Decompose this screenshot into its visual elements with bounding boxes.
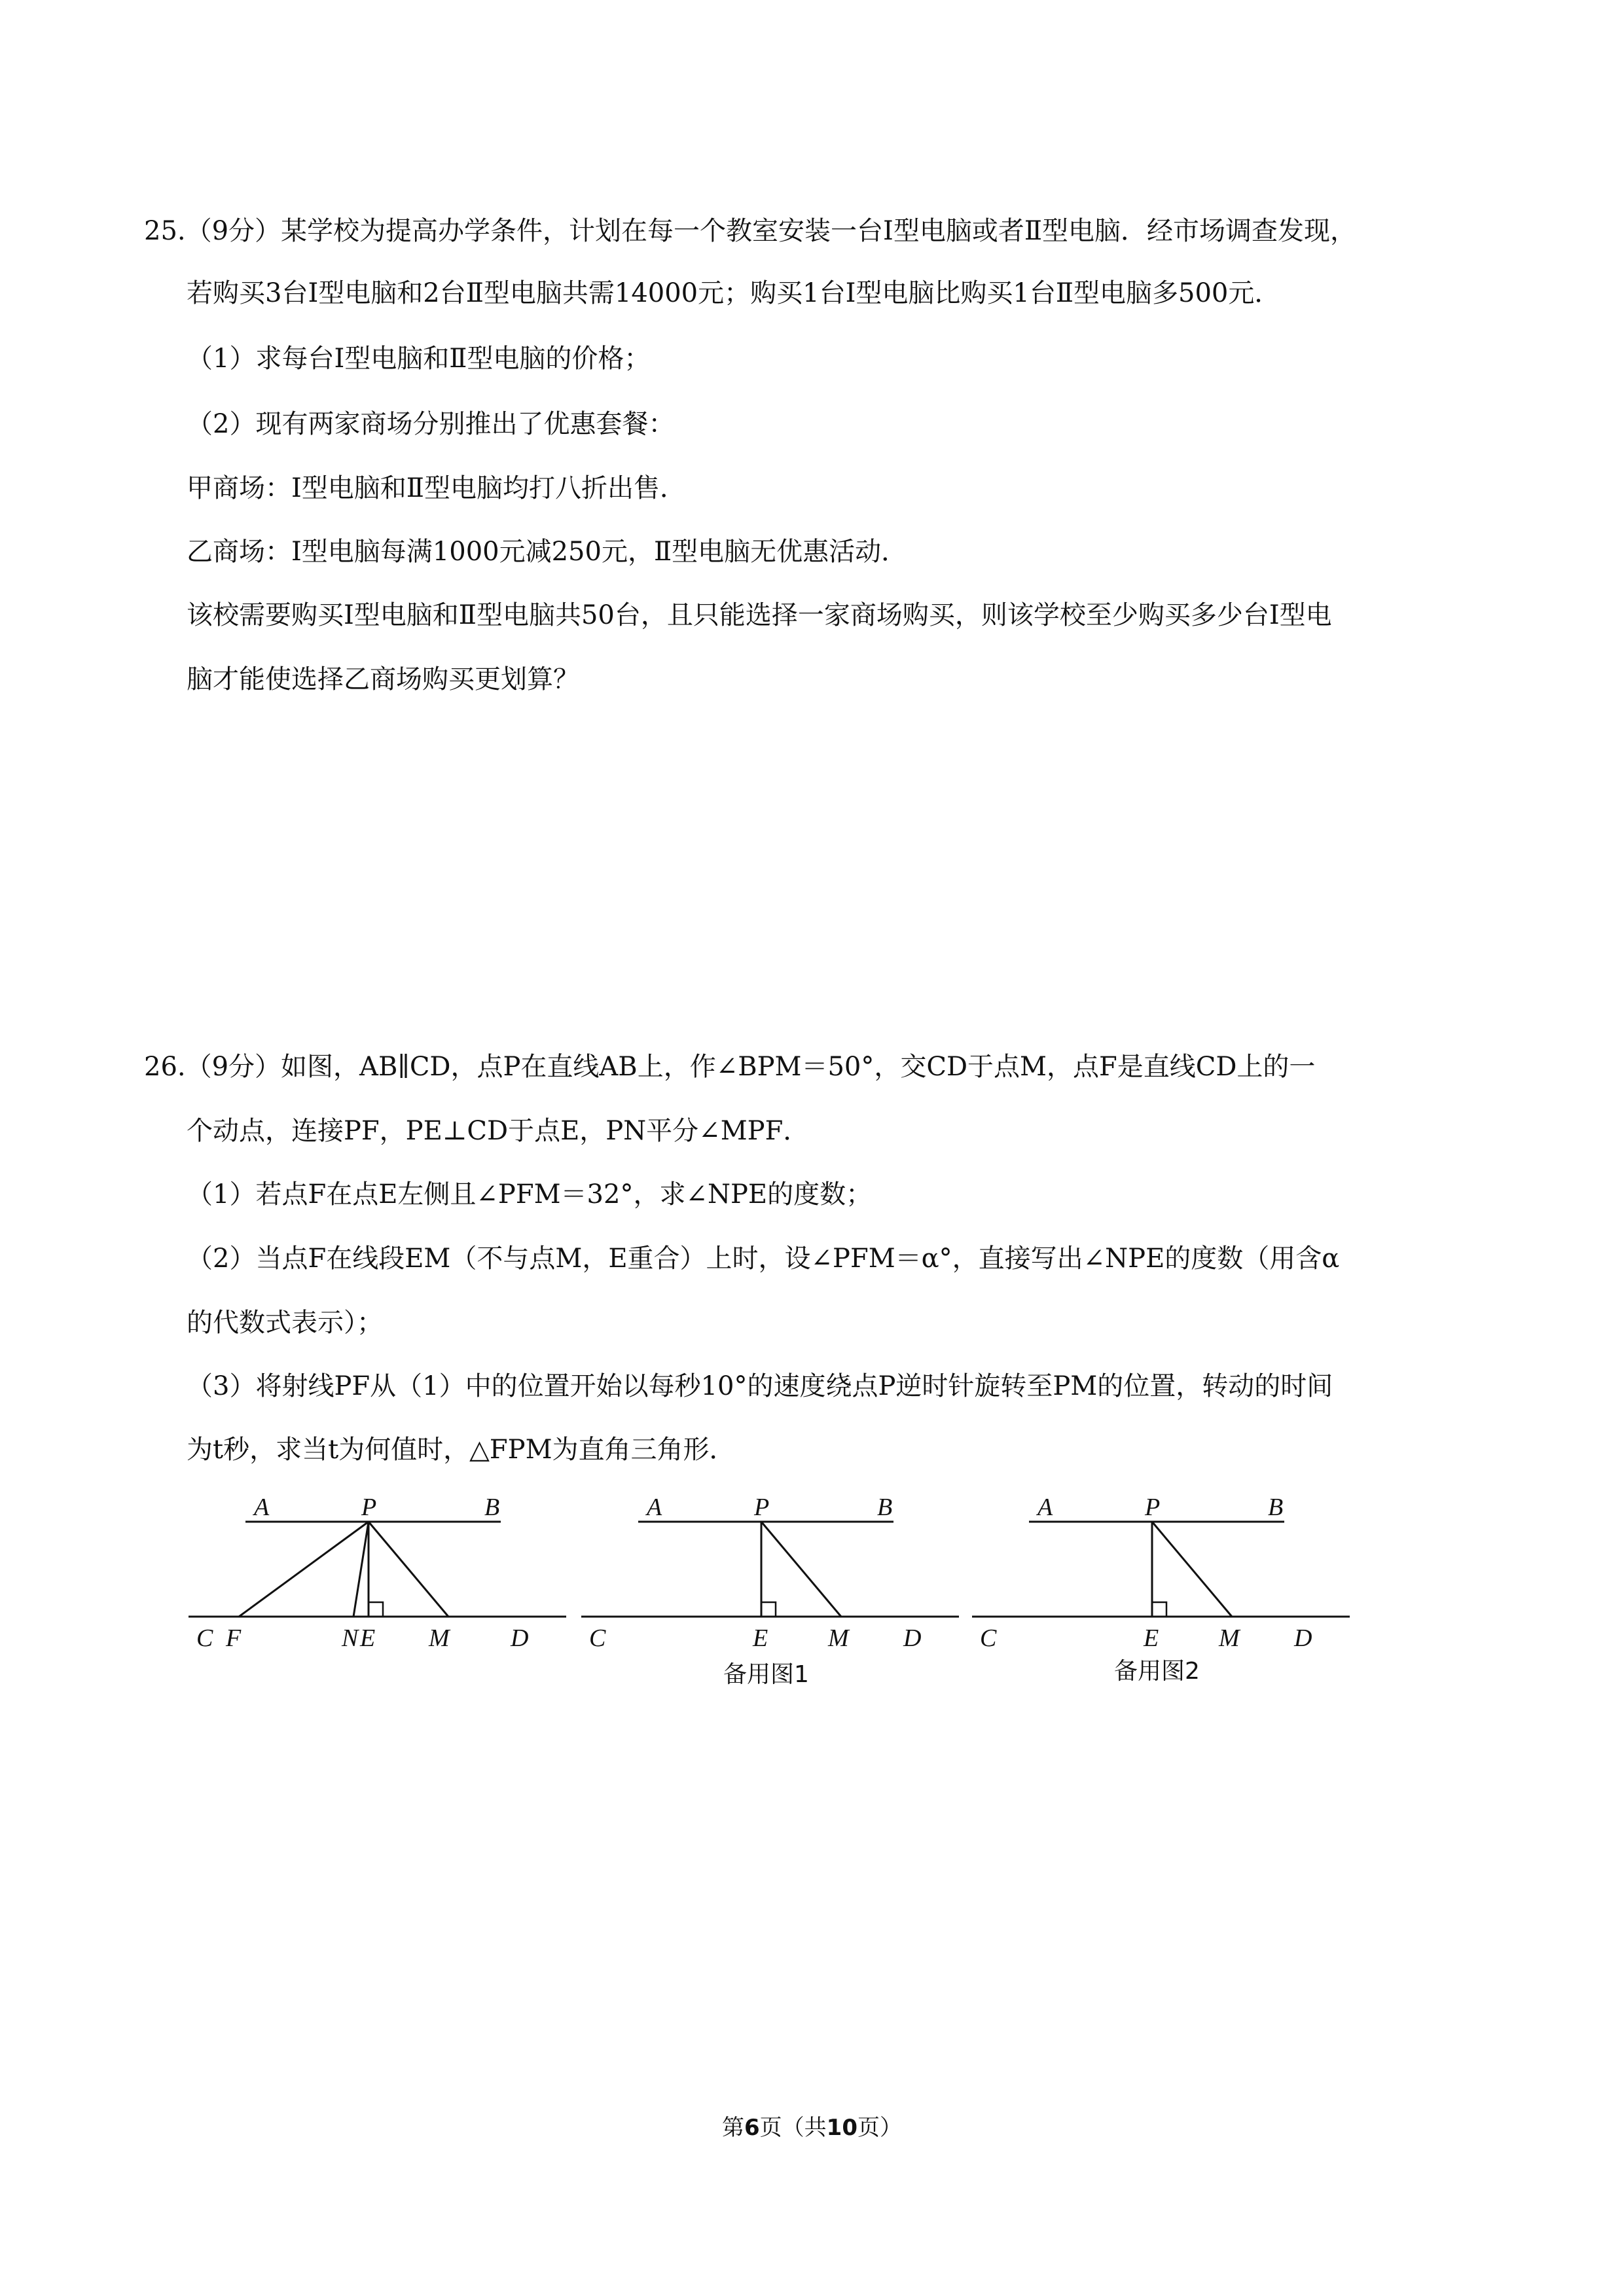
- label-e: E: [360, 1624, 376, 1652]
- label-m: M: [429, 1624, 450, 1652]
- right-angle-mark: [369, 1602, 383, 1617]
- right-angle-mark: [761, 1602, 776, 1617]
- segment-pf: [239, 1522, 369, 1617]
- label-d: D: [903, 1624, 922, 1652]
- footer-page-number: 6: [744, 2115, 760, 2141]
- label-b: B: [484, 1494, 500, 1521]
- label-m: M: [828, 1624, 849, 1652]
- label-a: A: [1038, 1494, 1053, 1521]
- q26-line-6: （3）将射线PF从（1）中的位置开始以每秒10°的速度绕点P逆时针旋转至PM的位置，转动的时间: [187, 1371, 1333, 1401]
- q26-line-2: 个动点，连接PF，PE⊥CD于点E，PN平分∠MPF．: [187, 1116, 810, 1146]
- label-a: A: [254, 1494, 270, 1521]
- q25-line-6: 乙商场：Ⅰ型电脑每满1000元减250元，Ⅱ型电脑无优惠活动．: [187, 537, 908, 567]
- figure-caption: 备用图2: [1114, 1658, 1200, 1685]
- q26-line-1: 26.（9分）如图，AB∥CD，点P在直线AB上，作∠BPM＝50°，交CD于点M，点F是直线CD上的一: [144, 1052, 1316, 1082]
- label-b: B: [877, 1494, 893, 1521]
- figure-caption: 备用图1: [723, 1661, 809, 1688]
- geometry-figure-spare-2: [967, 1486, 1373, 1689]
- q25-line-1: 25.（9分）某学校为提高办学条件，计划在每一个教室安装一台Ⅰ型电脑或者Ⅱ型电脑．经市场调查发现，: [144, 216, 1357, 246]
- q25-line-3: （1）求每台Ⅰ型电脑和Ⅱ型电脑的价格；: [187, 344, 651, 374]
- footer-total-pages: 10: [826, 2115, 857, 2141]
- label-b: B: [1268, 1494, 1284, 1521]
- footer-middle: 页（共: [759, 2115, 827, 2141]
- q26-line-5: 的代数式表示）；: [187, 1308, 383, 1338]
- q25-line-8: 脑才能使选择乙商场购买更划算？: [187, 664, 579, 694]
- label-d: D: [1294, 1624, 1312, 1652]
- label-p: P: [361, 1494, 377, 1521]
- q25-line-5: 甲商场：Ⅰ型电脑和Ⅱ型电脑均打八折出售．: [187, 473, 686, 503]
- label-c: C: [196, 1624, 213, 1652]
- label-a: A: [647, 1494, 662, 1521]
- label-p: P: [1145, 1494, 1161, 1521]
- label-e: E: [753, 1624, 768, 1652]
- label-m: M: [1219, 1624, 1240, 1652]
- q26-line-3: （1）若点F在点E左侧且∠PFM＝32°，求∠NPE的度数；: [187, 1179, 873, 1210]
- q25-line-4: （2）现有两家商场分别推出了优惠套餐：: [187, 409, 675, 439]
- q26-line-4: （2）当点F在线段EM（不与点M，E重合）上时，设∠PFM＝α°，直接写出∠NPE的度数（用含α: [187, 1244, 1340, 1274]
- label-c: C: [589, 1624, 606, 1652]
- geometry-figure-main: [183, 1486, 589, 1656]
- right-angle-mark: [1152, 1602, 1166, 1617]
- q25-line-7: 该校需要购买Ⅰ型电脑和Ⅱ型电脑共50台，且只能选择一家商场购买，则该学校至少购买多少台Ⅰ型电: [187, 600, 1332, 630]
- footer-prefix: 第: [722, 2115, 744, 2141]
- label-c: C: [980, 1624, 997, 1652]
- footer-suffix: 页）: [857, 2115, 902, 2141]
- page-footer: [0, 2109, 1624, 2142]
- geometry-figure-spare-1: [576, 1486, 982, 1695]
- label-f: F: [226, 1624, 242, 1652]
- q26-line-7: 为t秒，求当t为何值时，△FPM为直角三角形．: [187, 1435, 736, 1465]
- segment-pn: [353, 1522, 369, 1617]
- label-p: P: [754, 1494, 770, 1521]
- label-n: N: [342, 1624, 359, 1652]
- label-d: D: [511, 1624, 529, 1652]
- label-e: E: [1144, 1624, 1159, 1652]
- q25-line-2: 若购买3台Ⅰ型电脑和2台Ⅱ型电脑共需14000元；购买1台Ⅰ型电脑比购买1台Ⅱ型电脑多500元．: [187, 278, 1281, 308]
